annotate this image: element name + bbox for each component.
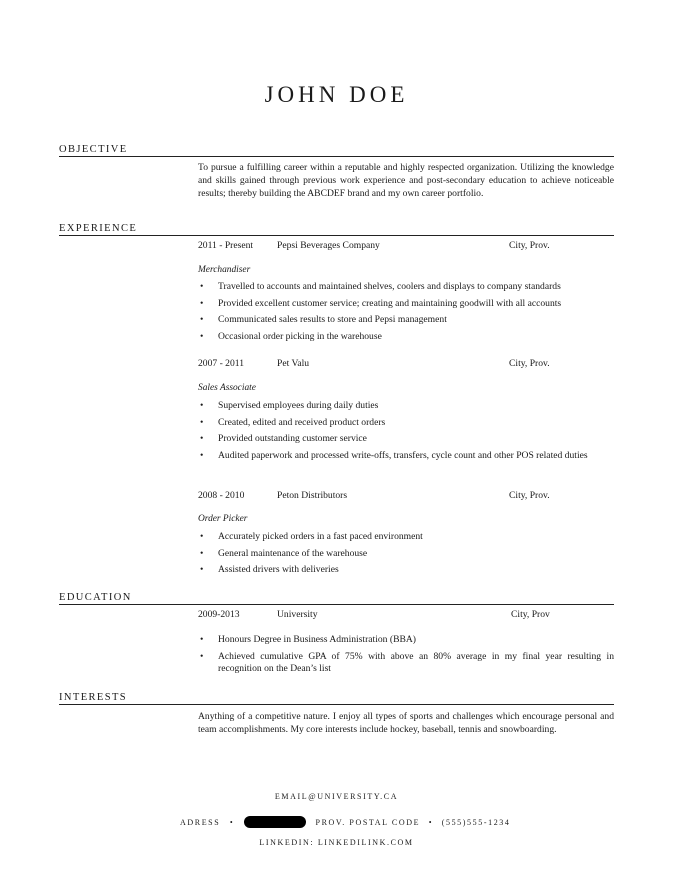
job-company: Pet Valu <box>277 358 310 369</box>
job-location: City, Prov. <box>509 240 550 251</box>
list-item: • Supervised employees during daily duties <box>200 400 379 411</box>
list-item: • Created, edited and received product orders <box>200 416 386 428</box>
job-bullet-list <box>198 531 614 581</box>
job-dates: 2007 - 2011 <box>198 358 245 369</box>
interests-divider <box>59 704 614 705</box>
separator-dot: • <box>229 817 235 827</box>
postal-code: PROV. POSTAL CODE <box>315 817 421 827</box>
candidate-name: JOHN DOE <box>264 82 409 107</box>
list-item: • Honours Degree in Business Administration (BBA) <box>200 634 416 645</box>
job-company: Pepsi Beverages Company <box>277 240 380 251</box>
education-location: City, Prov <box>511 609 550 620</box>
job-location: City, Prov. <box>509 490 550 501</box>
contact-email: EMAIL@UNIVERSITY.CA <box>274 792 399 801</box>
list-item: • Provided excellent customer service; creating and maintaining goodwill with all accounts <box>200 297 562 309</box>
experience-heading: EXPERIENCE <box>59 223 138 234</box>
objective-text: To pursue a fulfilling career within a reputable and highly respected organization. Utilizing the knowledge and skills gained through previous work experience and post-secondary education to achieve noticeable results; thereby building the ABCDEF brand and my own career portfolio. <box>198 162 614 199</box>
list-item: • General maintenance of the warehouse <box>200 547 368 559</box>
education-school: University <box>277 609 318 620</box>
job-role: Sales Associate <box>198 383 256 393</box>
job-role: Order Picker <box>198 514 248 524</box>
list-item: • Provided outstanding customer service <box>200 433 367 445</box>
education-divider <box>59 604 614 605</box>
redacted-block <box>244 816 306 828</box>
education-heading: EDUCATION <box>59 592 132 603</box>
list-item: • Travelled to accounts and maintained shelves, coolers and displays to company standards <box>200 281 561 292</box>
separator-dot: • <box>428 817 434 827</box>
contact-linkedin: LINKEDIN: LINKEDILINK.COM <box>259 838 414 847</box>
objective-divider <box>59 156 614 157</box>
interests-text: Anything of a competitive nature. I enjoy all types of sports and challenges which encourage personal and team accomplishments. My core interests include hockey, baseball, tennis and snowboarding. <box>198 711 614 735</box>
interests-heading: INTERESTS <box>59 692 128 703</box>
objective-heading: OBJECTIVE <box>59 144 128 155</box>
job-bullet-list <box>198 400 614 467</box>
job-bullet-list <box>198 281 614 348</box>
job-role: Merchandiser <box>198 265 251 275</box>
education-dates: 2009-2013 <box>198 609 240 620</box>
job-dates: 2011 - Present <box>198 240 254 251</box>
education-bullet-list <box>198 634 614 680</box>
job-company: Peton Distributors <box>277 490 348 501</box>
list-item: • Communicated sales results to store and Pepsi management <box>200 314 447 326</box>
address-label: ADRESS <box>180 817 221 827</box>
list-item: • Occasional order picking in the warehouse <box>200 331 382 343</box>
experience-divider <box>59 235 614 236</box>
contact-address-line <box>180 816 511 828</box>
job-dates: 2008 - 2010 <box>198 490 245 501</box>
job-location: City, Prov. <box>509 358 550 369</box>
list-item: • Accurately picked orders in a fast paced environment <box>200 531 423 542</box>
list-item: • Audited paperwork and processed write-offs, transfers, cycle count and other POS related duties <box>200 450 588 462</box>
contact-phone: (555)555-1234 <box>441 817 511 827</box>
list-item: • Assisted drivers with deliveries <box>200 564 339 576</box>
list-item: • Achieved cumulative GPA of 75% with above an 80% average in my final year resulting in recognition on the Dean’s list <box>200 650 614 675</box>
